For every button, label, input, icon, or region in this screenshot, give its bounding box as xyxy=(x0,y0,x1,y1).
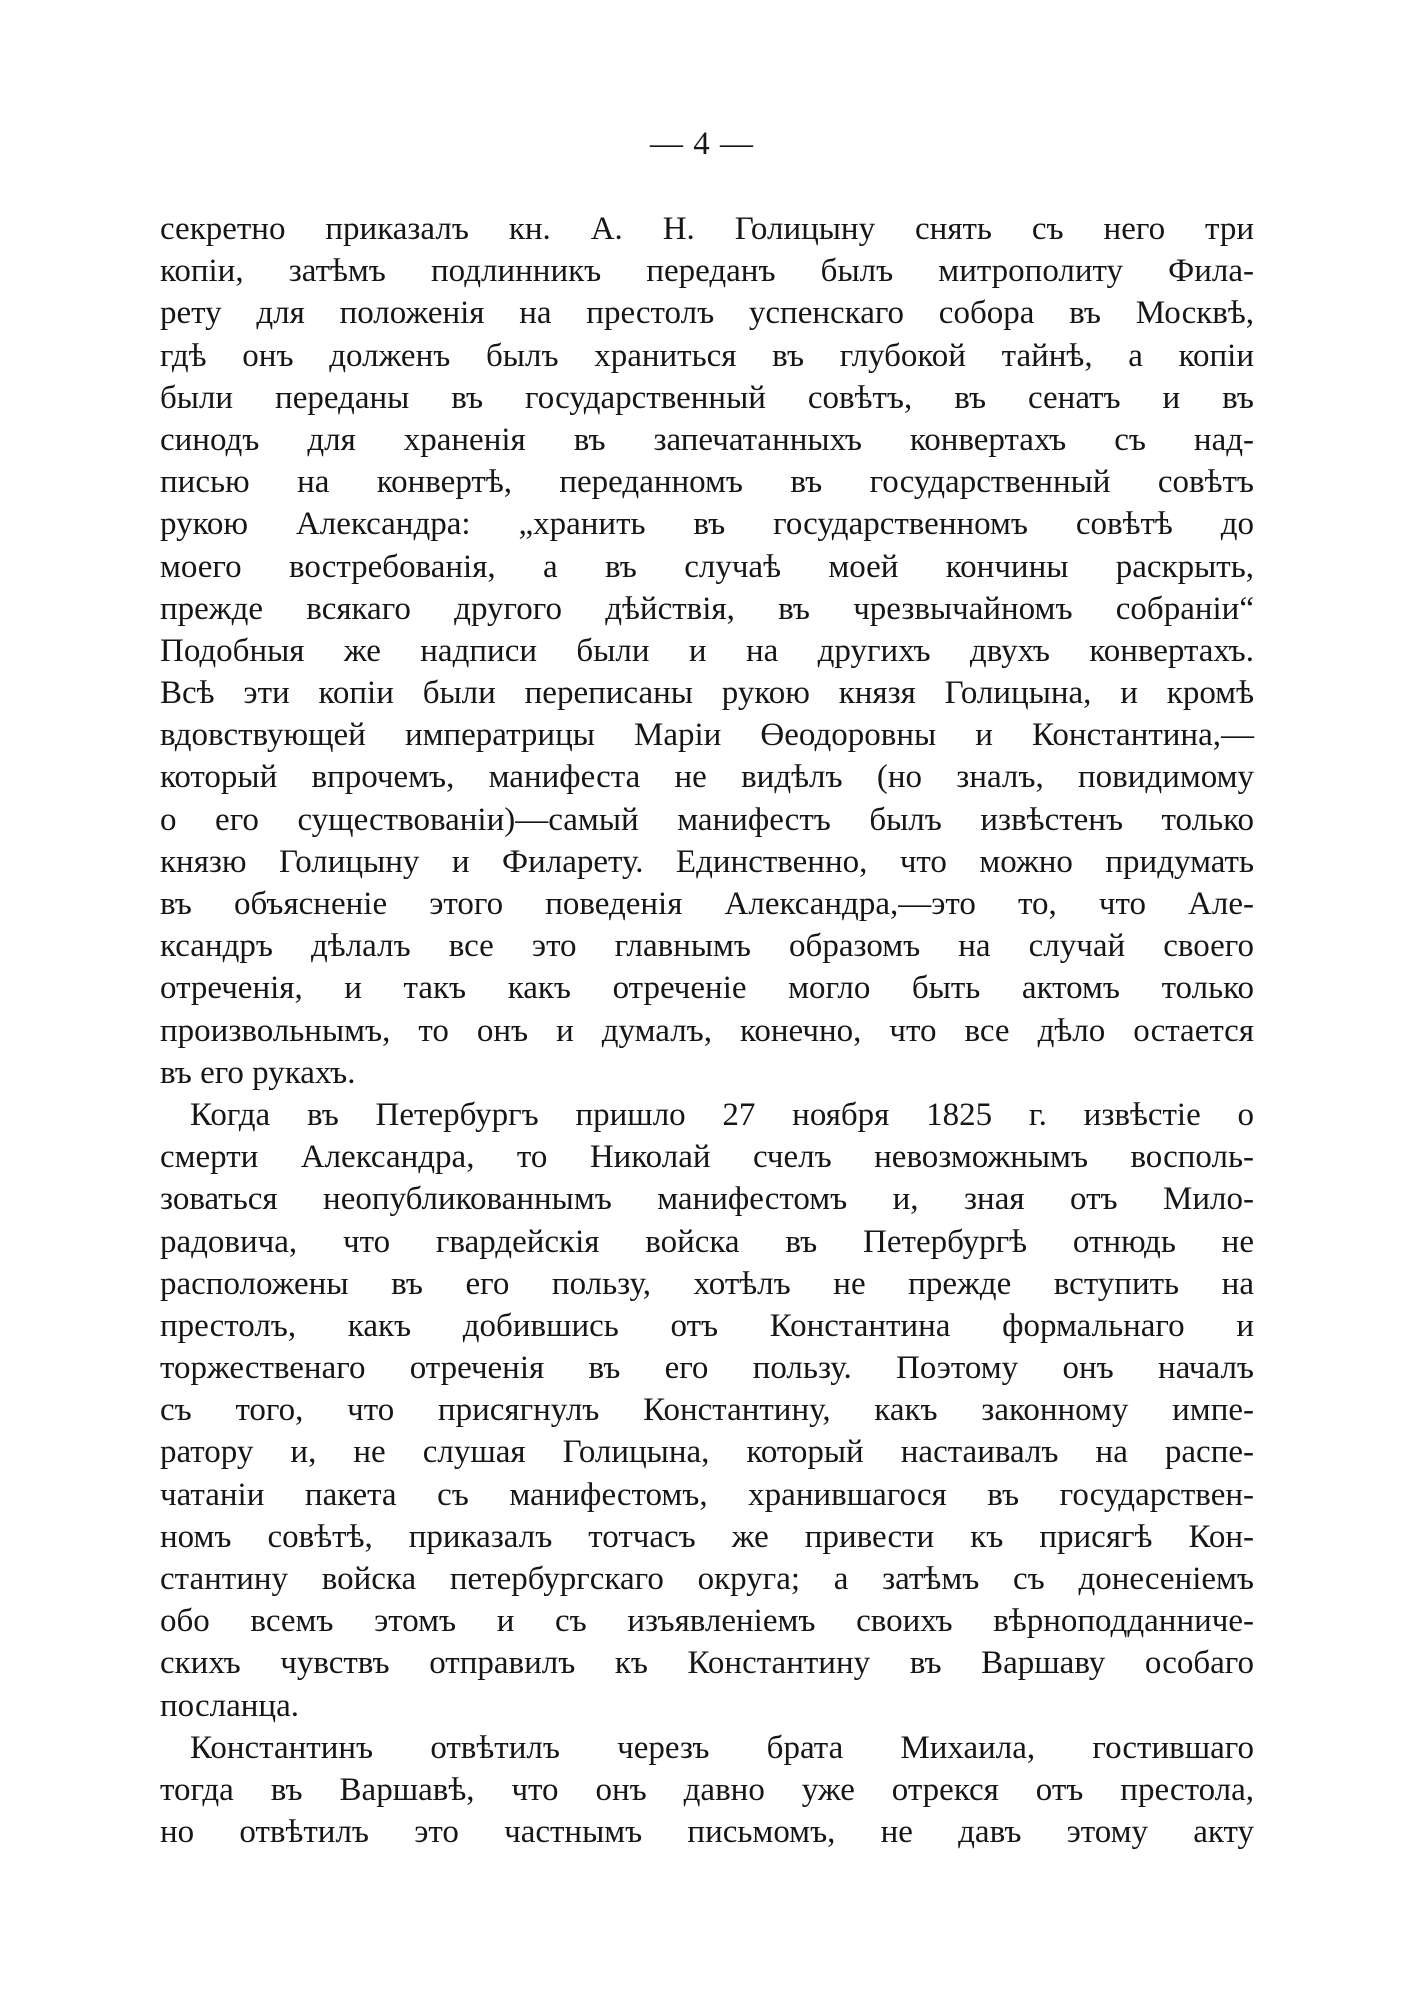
text-line: ратору и, не слушая Голицына, который настаивалъ на распе- xyxy=(160,1434,1254,1471)
text-line: смерти Александра, то Николай счелъ невозможнымъ восполь- xyxy=(160,1139,1254,1176)
text-line: Всѣ эти копіи были переписаны рукою князя Голицына, и кромѣ xyxy=(160,675,1254,712)
text-line: князю Голицыну и Филарету. Единственно, что можно придумать xyxy=(160,843,1254,880)
text-line: о его существованіи)—самый манифестъ былъ извѣстенъ только xyxy=(160,801,1254,838)
text-line: писью на конвертѣ, переданномъ въ государственный совѣтъ xyxy=(160,464,1254,501)
text-line: ксандръ дѣлалъ все это главнымъ образомъ на случай своего xyxy=(160,928,1254,965)
paragraph-1 xyxy=(160,208,1254,1094)
body-text xyxy=(160,208,1254,1853)
text-line: но отвѣтилъ это частнымъ письмомъ, не давъ этому акту xyxy=(160,1814,1254,1851)
text-line: торжественаго отреченія въ его пользу. Поэтому онъ началъ xyxy=(160,1350,1254,1387)
text-line: синодъ для храненія въ запечатанныхъ конвертахъ съ над- xyxy=(160,421,1254,458)
text-line: номъ совѣтѣ, приказалъ тотчасъ же привести къ присягѣ Кон- xyxy=(160,1518,1254,1555)
text-line: Подобныя же надписи были и на другихъ двухъ конвертахъ. xyxy=(160,632,1254,669)
text-line: обо всемъ этомъ и съ изъявленіемъ своихъ вѣрноподданниче- xyxy=(160,1603,1254,1640)
text-line: секретно приказалъ кн. А. Н. Голицыну снять съ него три xyxy=(160,211,1254,247)
text-line: скихъ чувствъ отправилъ къ Константину въ Варшаву особаго xyxy=(160,1645,1254,1682)
text-line: зоваться неопубликованнымъ манифестомъ и, зная отъ Мило- xyxy=(160,1181,1254,1218)
text-line: въ его рукахъ. xyxy=(160,1054,356,1091)
text-line: въ объясненіе этого поведенія Александра,—это то, что Але- xyxy=(160,886,1254,922)
text-line: посланца. xyxy=(160,1687,299,1724)
paragraph-2 xyxy=(160,1094,1254,1727)
paragraph-3 xyxy=(160,1727,1254,1854)
text-line: отреченія, и такъ какъ отреченіе могло быть актомъ только xyxy=(160,970,1254,1007)
text-line: произвольнымъ, то онъ и думалъ, конечно, что все дѣло остается xyxy=(160,1012,1254,1049)
text-line: престолъ, какъ добившись отъ Константина формальнаго и xyxy=(160,1307,1254,1344)
text-line: съ того, что присягнулъ Константину, какъ законному импе- xyxy=(160,1392,1254,1429)
text-line: расположены въ его пользу, хотѣлъ не прежде вступить на xyxy=(160,1265,1254,1302)
page-number: — 4 — xyxy=(650,126,754,162)
text-line: вдовствующей императрицы Маріи Өеодоровны и Константина,— xyxy=(160,717,1254,754)
text-line: моего востребованія, а въ случаѣ моей кончины раскрыть, xyxy=(160,548,1254,585)
text-line: копіи, затѣмъ подлинникъ переданъ былъ митрополиту Фила- xyxy=(160,253,1254,290)
text-line: радовича, что гвардейскія войска въ Петербургѣ отнюдь не xyxy=(160,1223,1254,1260)
text-line: рету для положенія на престолъ успенскаго собора въ Москвѣ, xyxy=(160,295,1254,332)
text-line: который впрочемъ, манифеста не видѣлъ (но зналъ, повидимому xyxy=(160,759,1254,796)
text-line: чатаніи пакета съ манифестомъ, хранившагося въ государствен- xyxy=(160,1476,1254,1513)
text-line: Когда въ Петербургъ пришло 27 ноября 1825 г. извѣстіе о xyxy=(190,1096,1254,1133)
text-line: тогда въ Варшавѣ, что онъ давно уже отрекся отъ престола, xyxy=(160,1771,1254,1808)
text-line: Константинъ отвѣтилъ черезъ брата Михаила, гостившаго xyxy=(190,1729,1254,1766)
text-line: стантину войска петербургскаго округа; а затѣмъ съ донесеніемъ xyxy=(160,1561,1254,1597)
text-line: были переданы въ государственный совѣтъ, въ сенатъ и въ xyxy=(160,379,1254,416)
text-line: рукою Александра: „хранить въ государственномъ совѣтѣ до xyxy=(160,506,1254,543)
text-line: прежде всякаго другого дѣйствія, въ чрезвычайномъ собраніи“ xyxy=(160,590,1254,627)
text-line: гдѣ онъ долженъ былъ храниться въ глубокой тайнѣ, а копіи xyxy=(160,337,1254,374)
